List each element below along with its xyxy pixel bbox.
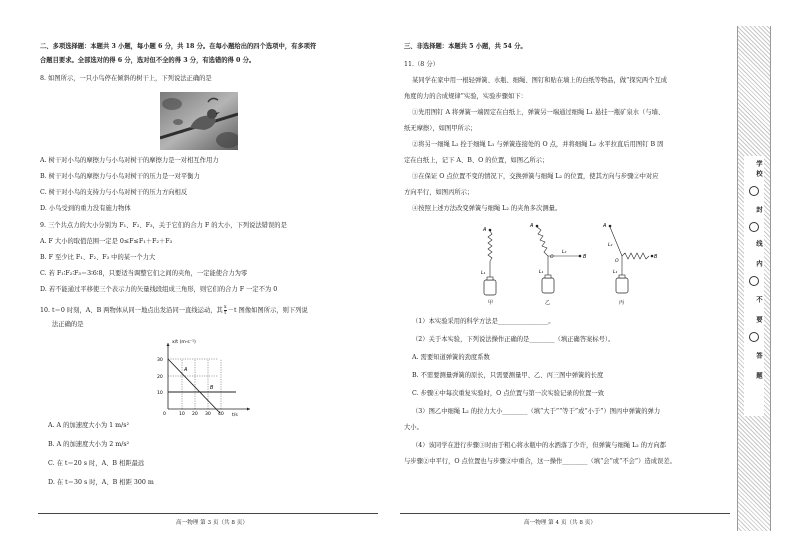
binding-char-1: 学 xyxy=(755,160,763,167)
section2-header-line2: 合题目要求。全部选对的得 6 分，选对但不全的得 3 分，有选错的得 0 分。 xyxy=(40,57,256,64)
binding-char-3: 封 xyxy=(755,206,763,213)
section3-header: 三、非选择题：本题共 5 小题，共 54 分。 xyxy=(404,43,527,50)
svg-text:L₂: L₂ xyxy=(562,250,567,255)
binding-char-5: 内 xyxy=(755,260,763,267)
q10-option-b: B. A 的加速度大小为 2 m/s² xyxy=(48,441,130,448)
q10-stem xyxy=(40,305,308,316)
q11-question-3b: 大小。 xyxy=(404,424,423,431)
svg-text:O: O xyxy=(615,259,619,264)
q8-option-c: C. 树干对小鸟的支持力与小鸟对树干的压力方向相反 xyxy=(40,189,188,196)
q10-graph xyxy=(150,337,256,417)
graph-x-tick-10: 10 xyxy=(179,412,185,417)
svg-text:B: B xyxy=(654,254,658,260)
q11-question-4: （4）该同学在进行步骤③时由于粗心将水瓶中的水洒落了少许，但弹簧与细绳 L₂ 的方向都 xyxy=(412,442,666,449)
q10-option-c: C. 在 t＝20 s 时，A、B 相距最远 xyxy=(48,460,145,467)
q11-step-1: ①先用图钉 A 将弹簧一端固定在白纸上，弹簧另一端通过细绳 L₁ 悬挂一瓶矿泉水（与墙、 xyxy=(412,109,665,116)
binding-circle-icon xyxy=(749,332,759,342)
q11-number: 11.（8 分） xyxy=(404,61,439,68)
q9-option-c: C. 若 F₁∶F₂∶F₃＝3∶6∶8，只要适当调整它们之间的夹角，一定能使合力为零 xyxy=(40,270,248,277)
q11-step-1b: 纸无摩擦），如图甲所示； xyxy=(404,125,477,132)
svg-text:O: O xyxy=(550,255,554,260)
q11-step-4: ④按照上述方法改变弹簧与细绳 L₂ 的夹角多次测量。 xyxy=(412,205,562,212)
svg-text:丙: 丙 xyxy=(619,300,625,306)
graph-label-b: B xyxy=(210,385,214,391)
q11-text-2: 角度的力的合成规律”实验，实验步骤如下： xyxy=(404,93,527,100)
q8-option-a: A. 树干对小鸟的摩擦力与小鸟对树干的摩擦力是一对相互作用力 xyxy=(40,157,219,164)
graph-label-a: A xyxy=(184,367,188,373)
graph-x-tick-30: 30 xyxy=(205,412,211,417)
q11-option-b: B. 不需要测量弹簧的原长，只需要测量甲、乙、丙三图中弹簧的长度 xyxy=(412,372,604,379)
q10-stem-part-a: 10. t＝0 时刻，A、B 两物体从同一地点出发沿同一直线运动，其 xyxy=(40,307,223,314)
q8-option-b: B. 树干对小鸟的摩擦力与小鸟对树干的压力是一对平衡力 xyxy=(40,173,200,180)
q9-option-a: A. F 大小的取值范围一定是 0≤F≤F₁＋F₂＋F₃ xyxy=(40,238,173,245)
binding-char-4: 线 xyxy=(755,240,763,247)
q11-option-a: A. 需要知道弹簧的劲度系数 xyxy=(412,354,490,361)
section2-header-line1: 二、多项选择题：本题共 3 小题，每小题 6 分，共 18 分。在每小题给出的四个选项中，有多项符 xyxy=(40,43,317,50)
binding-strip-inner xyxy=(744,156,764,416)
figure-jia xyxy=(481,227,496,306)
q9-stem: 9. 三个共点力的大小分别为 F₁、F₂、F₃，关于它们的合力 F 的大小，下列说法错误的是 xyxy=(40,222,287,229)
graph-y-arrow xyxy=(167,343,170,346)
binding-strip xyxy=(737,26,771,531)
svg-text:L₂: L₂ xyxy=(608,243,613,248)
q11-question-2: （2）关于本实验，下列说法操作正确的是________（填正确答案标号）。 xyxy=(412,336,615,343)
binding-char-7: 要 xyxy=(755,316,763,323)
q10-option-a: A. A 的加速度大小为 1 m/s² xyxy=(48,422,130,429)
svg-text:甲: 甲 xyxy=(488,300,494,306)
right-footer-rule xyxy=(400,513,730,514)
binding-char-9: 题 xyxy=(755,372,763,379)
graph-x-label: t/s xyxy=(232,413,238,417)
q11-step-3: ③在保证 O 点位置不变的情况下，交换弹簧与细绳 L₂ 的位置，使其方向与步骤②中对应 xyxy=(412,173,659,180)
binding-char-6: 不 xyxy=(755,296,763,303)
q8-stem: 8. 如图所示，一只小鸟停在倾斜的树干上，下列说法正确的是 xyxy=(40,75,212,82)
svg-text:A: A xyxy=(603,223,607,229)
bird-photo xyxy=(160,92,238,150)
q10-x-over-t: $\frac{x}{t}$ xyxy=(223,304,227,316)
left-page xyxy=(0,0,392,551)
svg-text:乙: 乙 xyxy=(545,300,551,306)
q10-stem-line2: 法正确的是 xyxy=(52,321,84,328)
left-page-footer: 高一物理 第 3 页（共 8 页） xyxy=(176,520,248,526)
q11-step-2b: 定在白纸上，记下 A、B、O 的位置，如图乙所示； xyxy=(404,157,549,164)
left-footer-rule xyxy=(38,513,378,514)
svg-text:L₁: L₁ xyxy=(539,270,544,275)
graph-x-arrow xyxy=(247,408,250,411)
binding-char-8: 答 xyxy=(755,352,763,359)
q11-question-4b: 与步骤②中平行，O 点位置也与步骤②中重合，这一操作________（填“会”或“不会”）造成误差。 xyxy=(404,458,676,465)
q11-question-1: （1）本实验采用的科学方法是________________。 xyxy=(412,318,555,325)
right-page xyxy=(392,0,732,551)
binding-circle-icon xyxy=(749,276,759,286)
q9-option-b: B. F 至少比 F₁、F₂、F₃ 中的某一个力大 xyxy=(40,254,156,261)
q10-stem-part-b: －t 图像如图所示，则下列说 xyxy=(227,307,308,314)
q11-question-3: （3）图乙中细绳 L₂ 的拉力大小________（填“大于”“等于”或“小于”）图丙中弹簧的弹力 xyxy=(412,408,661,415)
figure-bing xyxy=(602,223,658,306)
q11-step-2: ②将另一细绳 L₂ 拴于细绳 L₁ 与弹簧连接处的 O 点，并将细绳 L₂ 水平拉直后用图钉 B 固 xyxy=(412,141,664,148)
svg-text:B: B xyxy=(583,254,587,260)
graph-x-tick-40: 40 xyxy=(218,412,224,417)
binding-char-2: 校 xyxy=(755,170,763,177)
q11-figure xyxy=(462,218,662,308)
graph-y-tick-30: 30 xyxy=(157,358,163,363)
graph-origin: 0 xyxy=(163,412,166,417)
graph-x-tick-20: 20 xyxy=(192,412,198,417)
right-page-footer: 高一物理 第 4 页（共 8 页） xyxy=(524,520,596,526)
svg-text:A: A xyxy=(483,227,487,233)
svg-text:L₁: L₁ xyxy=(481,271,486,276)
binding-circle-icon xyxy=(749,186,759,196)
svg-text:L₁: L₁ xyxy=(613,270,618,275)
q11-option-c: C. 步骤④中每次重复实验时，O 点位置与第一次实验记录的位置一致 xyxy=(412,390,605,397)
graph-y-tick-20: 20 xyxy=(157,375,163,380)
svg-text:A: A xyxy=(530,223,534,229)
figure-yi xyxy=(529,223,587,306)
graph-y-label: x/t (m·s⁻¹) xyxy=(172,340,196,345)
q9-option-d: D. 若不能通过平移使三个表示力的矢量线段组成三角形，则它们的合力 F 一定不为 0 xyxy=(40,286,278,293)
q8-option-d: D. 小鸟受到的重力没有施力物体 xyxy=(40,205,131,212)
binding-circle-icon xyxy=(749,222,759,232)
graph-y-tick-10: 10 xyxy=(157,391,163,396)
q11-text-1: 某同学在家中用一根轻弹簧、水瓶、细绳、图钉和贴在墙上的白纸等物品，做“探究两个互成 xyxy=(412,77,668,84)
q11-step-3b: 方向平行，如图丙所示； xyxy=(404,189,474,196)
q10-option-d: D. 在 t＝30 s 时，A、B 相距 300 m xyxy=(48,479,154,486)
